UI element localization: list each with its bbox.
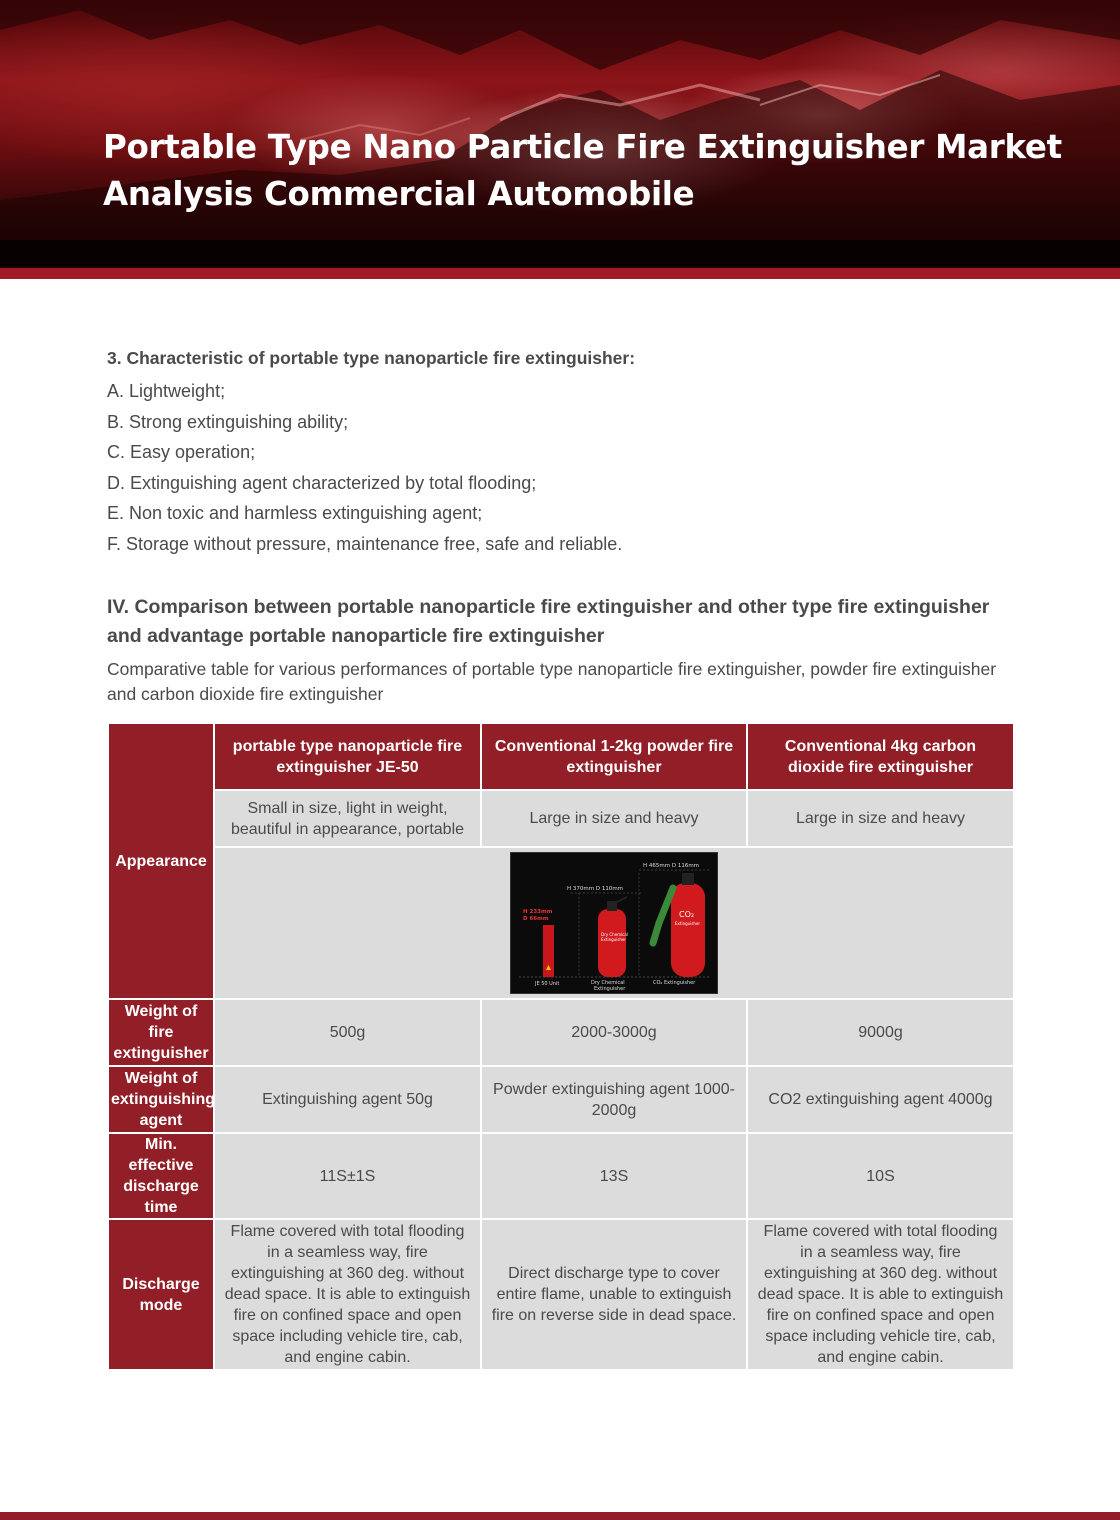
- row-label-agent-weight: Weight of extinguishing agent: [108, 1066, 214, 1133]
- co2-body-label: CO₂: [679, 910, 695, 919]
- list-item: E. Non toxic and harmless extinguishing agent;: [107, 503, 483, 523]
- dry-body-label: Extinguisher: [601, 937, 627, 942]
- list-item: F. Storage without pressure, maintenance free, safe and reliable.: [107, 533, 623, 554]
- comparison-section: [107, 593, 1017, 707]
- table-cell: Large in size and heavy: [481, 790, 747, 847]
- row-label-appearance: Appearance: [108, 723, 214, 999]
- characteristics-list: [107, 376, 1007, 559]
- table-row: [108, 1133, 1014, 1219]
- table-row: [108, 999, 1014, 1066]
- characteristics-section: [107, 346, 1007, 559]
- column-header-powder: Conventional 1-2kg powder fire extinguisher: [481, 723, 747, 790]
- banner-accent-rule: [0, 268, 1120, 279]
- table-row: [108, 1219, 1014, 1370]
- je50-height-label: H 233mm: [523, 909, 553, 915]
- dry-caption: Dry Chemical: [591, 980, 625, 986]
- comparison-heading: IV. Comparison between portable nanoparticle fire extinguisher and other type fire extinguisher and advantage portable nanoparticle fire extinguisher: [107, 596, 990, 647]
- table-cell: Flame covered with total flooding in a seamless way, fire extinguishing at 360 deg. without dead space. It is able to extinguish fire on confined space and open space including vehicle tire, cab, and engine cabin.: [214, 1219, 481, 1370]
- page-title: Portable Type Nano Particle Fire Extinguisher Market Analysis Commercial Automobile: [103, 128, 1062, 213]
- dry-caption: Extinguisher: [594, 986, 626, 992]
- table-row: [108, 847, 1014, 999]
- list-item: B. Strong extinguishing ability;: [107, 411, 349, 432]
- extinguisher-comparison-photo: [510, 852, 718, 994]
- table-cell: 2000-3000g: [481, 999, 747, 1066]
- table-cell: Large in size and heavy: [747, 790, 1014, 847]
- co2-body-label: Extinguisher: [675, 921, 701, 926]
- table-cell: Extinguishing agent 50g: [214, 1066, 481, 1133]
- table-cell: Direct discharge type to cover entire flame, unable to extinguish fire on reverse side in dead space.: [481, 1219, 747, 1370]
- je50-diameter-label: D 66mm: [523, 916, 549, 922]
- header-banner: [0, 0, 1120, 268]
- characteristics-heading: 3. Characteristic of portable type nanoparticle fire extinguisher:: [107, 348, 636, 368]
- table-cell: 10S: [747, 1133, 1014, 1219]
- column-header-co2: Conventional 4kg carbon dioxide fire extinguisher: [747, 723, 1014, 790]
- table-cell: 500g: [214, 999, 481, 1066]
- comparison-intro: Comparative table for various performances of portable type nanoparticle fire extinguisher, powder fire extinguisher and carbon dioxide fire extinguisher: [107, 659, 997, 704]
- co2-caption: CO₂ Extinguisher: [653, 980, 696, 986]
- list-item: A. Lightweight;: [107, 381, 226, 401]
- dry-dimension-label: H 370mm D 110mm: [567, 886, 624, 892]
- column-header-je50: portable type nanoparticle fire extinguisher JE-50: [214, 723, 481, 790]
- co2-dimension-label: H 465mm D 116mm: [643, 863, 700, 869]
- table-row: [108, 790, 1014, 847]
- dry-body-label: Dry Chemical: [601, 932, 628, 937]
- table-cell: Small in size, light in weight, beautiful in appearance, portable: [214, 790, 481, 847]
- table-cell: 11S±1S: [214, 1133, 481, 1219]
- list-item: C. Easy operation;: [107, 442, 256, 462]
- row-label-discharge-mode: Discharge mode: [108, 1219, 214, 1370]
- table-header-row: [108, 723, 1014, 790]
- table-cell: CO2 extinguishing agent 4000g: [747, 1066, 1014, 1133]
- table-cell: Powder extinguishing agent 1000-2000g: [481, 1066, 747, 1133]
- row-label-weight: Weight of fire extinguisher: [108, 999, 214, 1066]
- table-cell: Flame covered with total flooding in a seamless way, fire extinguishing at 360 deg. without dead space. It is able to extinguish fire on confined space and open space including vehicle tire, cab, and engine cabin.: [747, 1219, 1014, 1370]
- table-cell: 13S: [481, 1133, 747, 1219]
- comparison-table: [107, 722, 1015, 1371]
- je50-caption: JE 50 Unit: [535, 981, 560, 987]
- footer-accent-rule: [0, 1512, 1120, 1520]
- table-cell: 9000g: [747, 999, 1014, 1066]
- appearance-image-cell: [214, 847, 1014, 999]
- row-label-discharge-time: Min. effective discharge time: [108, 1133, 214, 1219]
- list-item: D. Extinguishing agent characterized by total flooding;: [107, 472, 537, 493]
- table-row: [108, 1066, 1014, 1133]
